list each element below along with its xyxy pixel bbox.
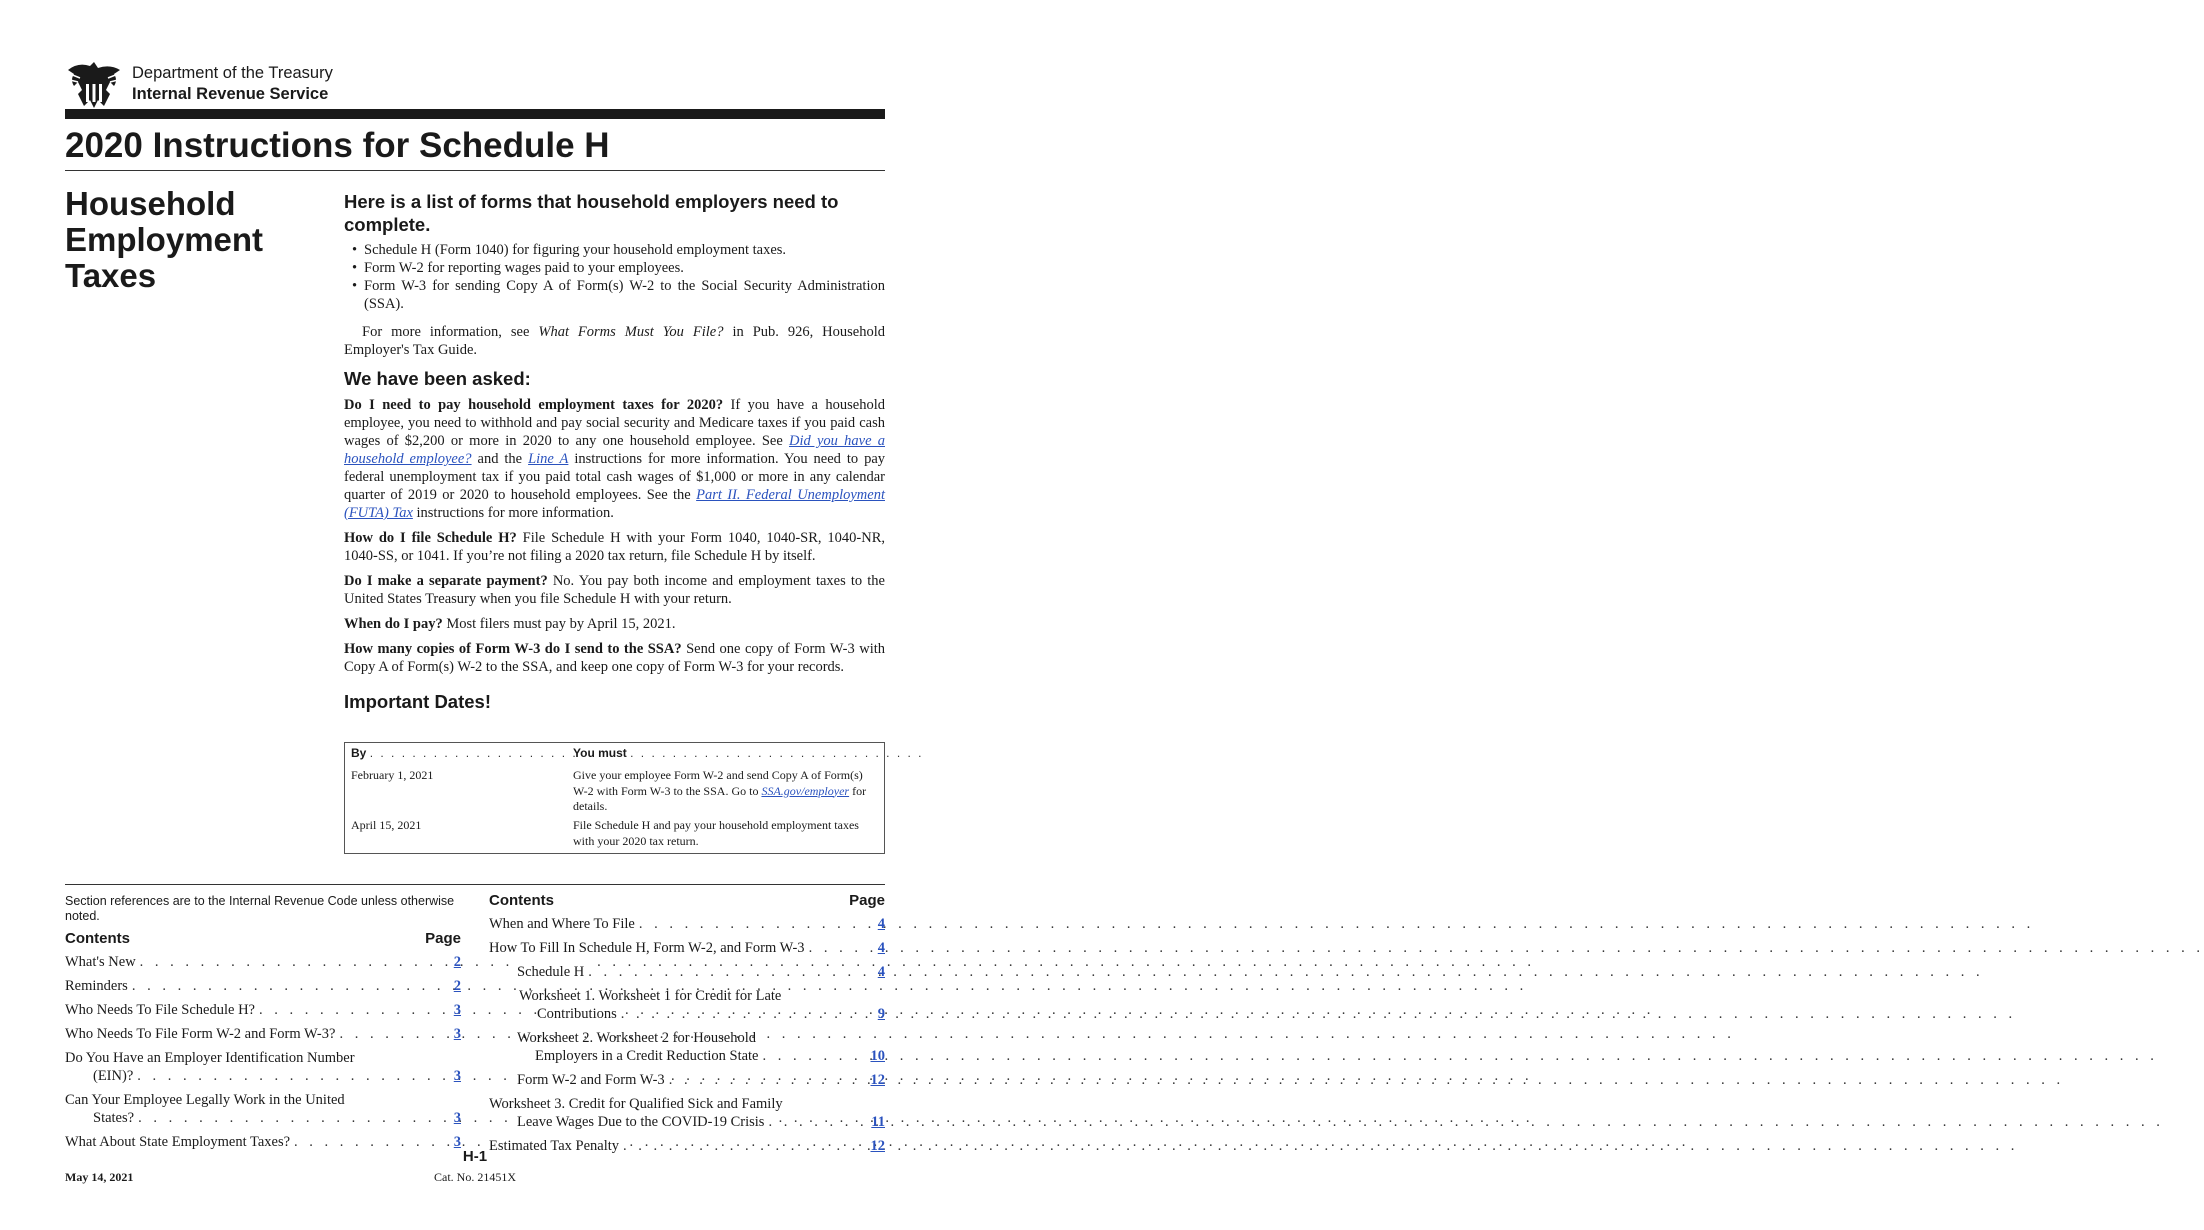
toc-page-link[interactable]: 4 xyxy=(877,940,885,956)
toc-title: Worksheet 2. Worksheet 2 for Household xyxy=(517,1030,757,1046)
faq-text: instructions for more information. xyxy=(412,505,614,521)
toc-item[interactable] xyxy=(65,953,461,971)
page-column-title: Page xyxy=(425,930,461,947)
toc-page-link[interactable]: 10 xyxy=(870,1048,885,1064)
contents-divider xyxy=(65,884,885,885)
page-column-title: Page xyxy=(849,892,885,909)
toc-item[interactable] xyxy=(65,1001,461,1019)
faq-text: File Schedule H with your Form 1040, 1040-SR, 1040-NR, 1040-SS, or 1041. If you’re not filing a 2020 tax return, file Schedule H by itself. xyxy=(344,530,885,564)
toc-title: Estimated Tax Penalty xyxy=(489,1137,623,1155)
faq-answer xyxy=(344,529,885,565)
contents-right xyxy=(489,892,885,1155)
toc-item[interactable] xyxy=(65,1091,461,1127)
action-cell: File Schedule H and pay your household employment taxes with your 2020 tax return. xyxy=(573,818,859,848)
faq-text: Send one copy of Form W-3 with Copy A of Form(s) W-2 to the SSA, and keep one copy of Form W-3 for your records. xyxy=(344,641,885,675)
faq-answer xyxy=(344,572,885,608)
contents-title: Contents xyxy=(65,930,130,947)
col-header-you-must: You must xyxy=(573,746,627,760)
toc-title: What's New xyxy=(65,953,140,971)
faq-question: How do I file Schedule H? xyxy=(344,530,517,546)
faq-answer xyxy=(344,396,885,522)
toc-title: Who Needs To File Schedule H? xyxy=(65,1001,259,1019)
toc-item[interactable] xyxy=(489,963,885,981)
toc-item[interactable] xyxy=(65,1049,461,1085)
faq-text: and the xyxy=(471,451,529,467)
faq-text: No. You pay both income and employment taxes to the United States Treasury when you file Schedule H with your return. xyxy=(344,573,885,607)
toc-page-link[interactable]: 4 xyxy=(877,916,885,932)
toc-page-link[interactable]: 3 xyxy=(453,1110,461,1126)
dates-heading: Important Dates! xyxy=(344,691,491,712)
date-cell: February 1, 2021 xyxy=(351,768,434,782)
contents-header xyxy=(65,930,461,947)
toc-item[interactable] xyxy=(489,987,885,1023)
futa-tax-link[interactable]: Part II. Federal Unemployment (FUTA) Tax xyxy=(344,487,885,521)
toc-title: Employers in a Credit Reduction State xyxy=(535,1047,763,1065)
toc-title: States? xyxy=(93,1109,138,1127)
toc-page-link[interactable]: 3 xyxy=(453,1134,461,1150)
toc-title: Worksheet 3. Credit for Qualified Sick and Family xyxy=(489,1096,783,1112)
toc-page-link[interactable]: 2 xyxy=(453,978,461,994)
agency-line-1: Department of the Treasury xyxy=(132,64,333,82)
more-info-text: in Pub. 926, Household Employer's Tax Guide. xyxy=(344,324,885,358)
action-text: for details. xyxy=(573,783,867,813)
faq-question: When do I pay? xyxy=(344,616,443,632)
faq-text: If you have a household employee, you need to withhold and pay social security and Medicare taxes if you paid cash wages of $2,200 or more in 2020 to any one household employee. See xyxy=(344,397,885,449)
side-title: Household Employment Taxes xyxy=(65,185,264,294)
toc-page-link[interactable]: 3 xyxy=(453,1026,461,1042)
title-divider xyxy=(65,170,885,171)
list-item: • Form W-2 for reporting wages paid to your employees. xyxy=(344,259,885,277)
toc-title: Worksheet 1. Worksheet 1 for Credit for Late xyxy=(519,988,782,1004)
section-note: Section references are to the Internal Revenue Code unless otherwise noted. xyxy=(65,894,455,923)
date-cell: April 15, 2021 xyxy=(351,818,422,832)
agency-name xyxy=(132,63,333,105)
agency-line-2: Internal Revenue Service xyxy=(132,85,329,103)
header-bar xyxy=(65,109,885,119)
revision-date: May 14, 2021 xyxy=(65,1170,134,1184)
page-number: H-1 xyxy=(462,1148,488,1165)
toc-page-link[interactable]: 11 xyxy=(871,1114,885,1130)
ssa-employer-link[interactable]: SSA.gov/employer xyxy=(761,783,850,798)
toc-item[interactable] xyxy=(489,939,885,957)
toc-title: (EIN)? xyxy=(93,1067,137,1085)
faq-text: Most filers must pay by April 15, 2021. xyxy=(442,616,676,632)
toc-title: Can Your Employee Legally Work in the United xyxy=(65,1092,345,1108)
asked-heading: We have been asked: xyxy=(344,368,531,389)
document-title: 2020 Instructions for Schedule H xyxy=(65,126,610,165)
more-info-paragraph xyxy=(344,323,885,359)
contents-header xyxy=(489,892,885,909)
toc-page-link[interactable]: 12 xyxy=(870,1138,885,1154)
toc-page-link[interactable]: 3 xyxy=(453,1068,461,1084)
toc-title: What About State Employment Taxes? xyxy=(65,1133,294,1151)
toc-page-link[interactable]: 4 xyxy=(877,964,885,980)
main-column xyxy=(344,190,885,713)
toc-item[interactable] xyxy=(65,1025,461,1043)
list-item: • Schedule H (Form 1040) for figuring your household employment taxes. xyxy=(344,241,885,259)
toc-page-link[interactable]: 3 xyxy=(453,1002,461,1018)
faq-question: Do I need to pay household employment taxes for 2020? xyxy=(344,397,724,413)
irs-eagle-logo-icon xyxy=(64,60,124,110)
toc-item[interactable] xyxy=(489,915,885,933)
toc-item[interactable] xyxy=(65,977,461,995)
faq-question: Do I make a separate payment? xyxy=(344,573,548,589)
faq-answer xyxy=(344,640,885,676)
forms-list xyxy=(344,241,885,313)
toc-title: Do You Have an Employer Identification Number xyxy=(65,1050,355,1066)
faq-question: How many copies of Form W-3 do I send to the SSA? xyxy=(344,641,682,657)
toc-item[interactable] xyxy=(489,1029,885,1065)
action-text: Give your employee Form W-2 and send Copy A of Form(s) W-2 with Form W-3 to the SSA. Go to xyxy=(573,768,863,798)
faq-answer xyxy=(344,615,885,633)
contents-title: Contents xyxy=(489,892,554,909)
catalog-number: Cat. No. 21451X xyxy=(434,1170,516,1184)
toc-title: Who Needs To File Form W-2 and Form W-3? xyxy=(65,1025,339,1043)
household-employee-link[interactable]: Did you have a household employee? xyxy=(344,433,885,467)
toc-title: Form W-2 and Form W-3 xyxy=(517,1071,669,1089)
pub-reference: What Forms Must You File? xyxy=(538,324,724,340)
toc-title: How To Fill In Schedule H, Form W-2, and Form W-3 xyxy=(489,939,809,957)
faq-text: instructions for more information. You need to pay federal unemployment tax if you paid total cash wages of $1,000 or more in any calendar quarter of 2019 or 2020 to household employees. See the xyxy=(344,451,886,503)
toc-title: When and Where To File xyxy=(489,915,639,933)
action-cell xyxy=(573,768,873,815)
toc-title: Reminders xyxy=(65,977,132,995)
toc-title: Schedule H xyxy=(517,963,588,981)
toc-title: Contributions xyxy=(537,1005,621,1023)
col-header-by: By xyxy=(351,746,367,760)
toc-item[interactable] xyxy=(489,1071,885,1089)
important-dates-table: By . . . . . . . . . . . . . . . . . . . . You must . . . . . . . . . . . . . . . . . . . . . . . . . . . . February 1, 2021 Give your employee Form W-2 and send Copy A of Form(s) W-2 with Form W-3 to the SSA. Go to SSA.gov/employer for details. April 15, 2021 File Schedule H and pay your household employment taxes with your 2020 tax return. xyxy=(344,742,885,854)
toc-page-link[interactable]: 9 xyxy=(877,1006,885,1022)
intro-heading: Here is a list of forms that household employers need to complete. xyxy=(344,191,839,235)
more-info-text: For more information, see xyxy=(362,324,539,340)
toc-page-link[interactable]: 2 xyxy=(453,954,461,970)
toc-title: Leave Wages Due to the COVID-19 Crisis xyxy=(517,1113,768,1131)
list-item: • Form W-3 for sending Copy A of Form(s) W-2 to the Social Security Administration (SSA). xyxy=(344,277,885,313)
line-a-link[interactable]: Line A xyxy=(528,451,569,467)
contents-left xyxy=(65,930,461,1151)
toc-item[interactable] xyxy=(489,1095,885,1131)
toc-page-link[interactable]: 12 xyxy=(870,1072,885,1088)
